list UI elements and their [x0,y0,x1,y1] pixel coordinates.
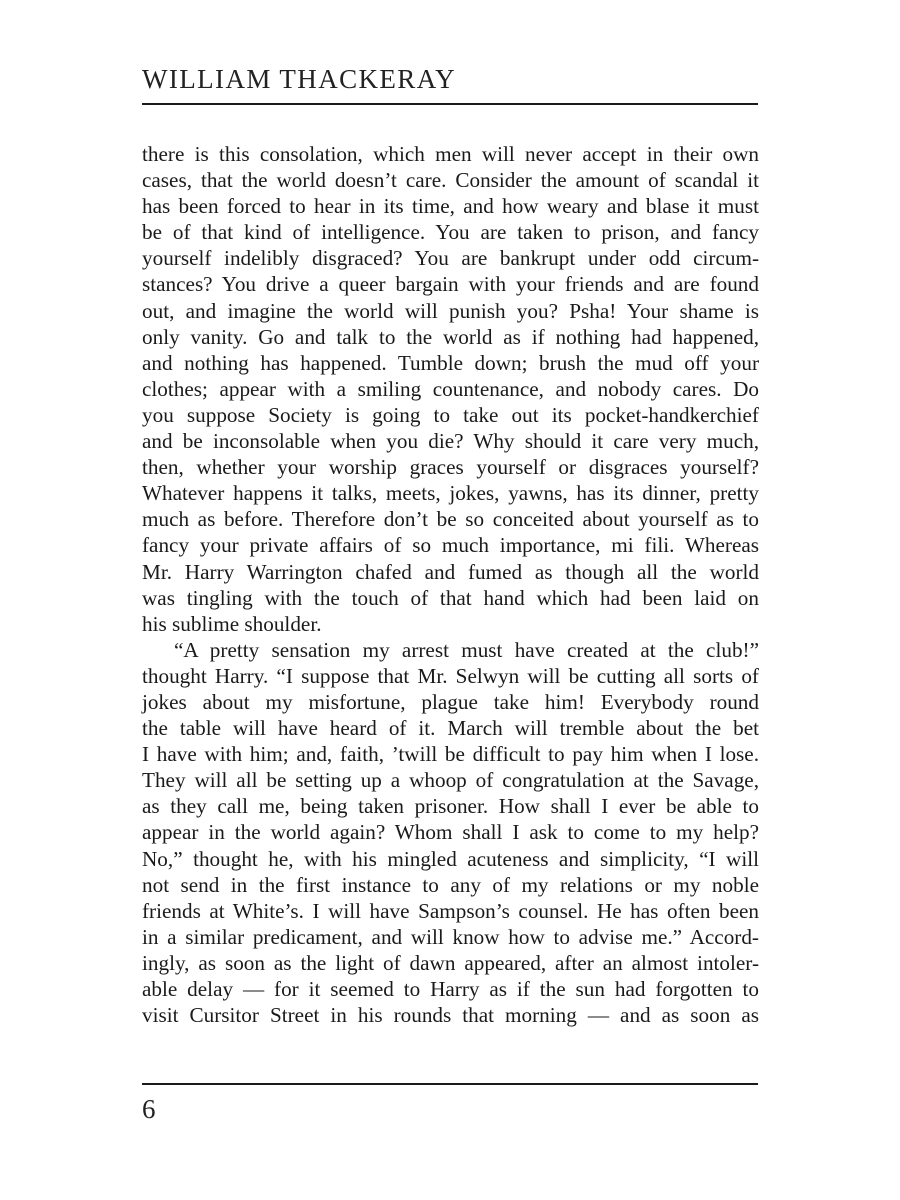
text-line: there is this consolation, which men will never accept in their own [142,142,759,166]
text-line: visit Cursitor Street in his rounds that morning — and as soon as [142,1003,759,1028]
text-line: stances? You drive a queer bargain with your friends and are found [142,272,759,297]
footer-rule [142,1083,758,1085]
text-line: out, and imagine the world will punish you? Psha! Your shame is [142,298,759,323]
text-line: the table will have heard of it. March will tremble about the bet [142,716,759,741]
text-line: be of that kind of intelligence. You are taken to prison, and fancy [142,220,759,245]
text-line: and nothing has happened. Tumble down; brush the mud off your [142,350,759,375]
text-line: not send in the first instance to any of my relations or my noble [142,872,759,897]
text-line: was tingling with the touch of that hand which had been laid on [142,585,759,610]
text-line: fancy your private affairs of so much importance, mi fili. Whereas [142,533,759,558]
text-line: yourself indelibly disgraced? You are bankrupt under odd circum- [142,246,759,271]
text-line: and be inconsolable when you die? Why should it care very much, [142,429,759,454]
text-line: ingly, as soon as the light of dawn appeared, after an almost intoler- [142,950,759,975]
text-line: Whatever happens it talks, meets, jokes, yawns, has its dinner, pretty [142,481,759,506]
text-line: able delay — for it seemed to Harry as if the sun had forgotten to [142,977,759,1001]
paragraph [142,141,759,637]
text-line: only vanity. Go and talk to the world as if nothing had happened, [142,324,759,349]
text-line: much as before. Therefore don’t be so conceited about yourself as to [142,507,759,532]
paragraph [142,637,759,1028]
text-line: thought Harry. “I suppose that Mr. Selwyn will be cutting all sorts of [142,663,759,688]
text-line: then, whether your worship graces yourself or disgraces yourself? [142,455,759,480]
page-number: 6 [142,1094,156,1124]
running-title: WILLIAM THACKERAY [142,64,457,94]
body-text [142,141,759,1028]
header-rule [142,103,758,105]
text-line: Mr. Harry Warrington chafed and fumed as though all the world [142,559,759,584]
text-line: appear in the world again? Whom shall I ask to come to my help? [142,820,759,845]
text-line: jokes about my misfortune, plague take him! Everybody round [142,689,759,714]
text-line: as they call me, being taken prisoner. How shall I ever be able to [142,794,759,819]
text-line: No,” thought he, with his mingled acuteness and simplicity, “I will [142,846,759,871]
text-line: cases, that the world doesn’t care. Consider the amount of scandal it [142,168,759,193]
text-line: They will all be setting up a whoop of congratulation at the Savage, [142,768,759,793]
text-line: I have with him; and, faith, ’twill be difficult to pay him when I lose. [142,742,759,767]
text-line: “A pretty sensation my arrest must have created at the club!” [174,637,759,662]
text-line: his sublime shoulder. [142,611,322,636]
text-line: you suppose Society is going to take out its pocket-handkerchief [142,402,759,427]
text-line: friends at White’s. I will have Sampson’s counsel. He has often been [142,898,759,923]
text-line: clothes; appear with a smiling countenance, and nobody cares. Do [142,376,759,401]
text-line: has been forced to hear in its time, and how weary and blase it must [142,194,759,219]
text-line: in a similar predicament, and will know how to advise me.” Accord- [142,924,759,949]
